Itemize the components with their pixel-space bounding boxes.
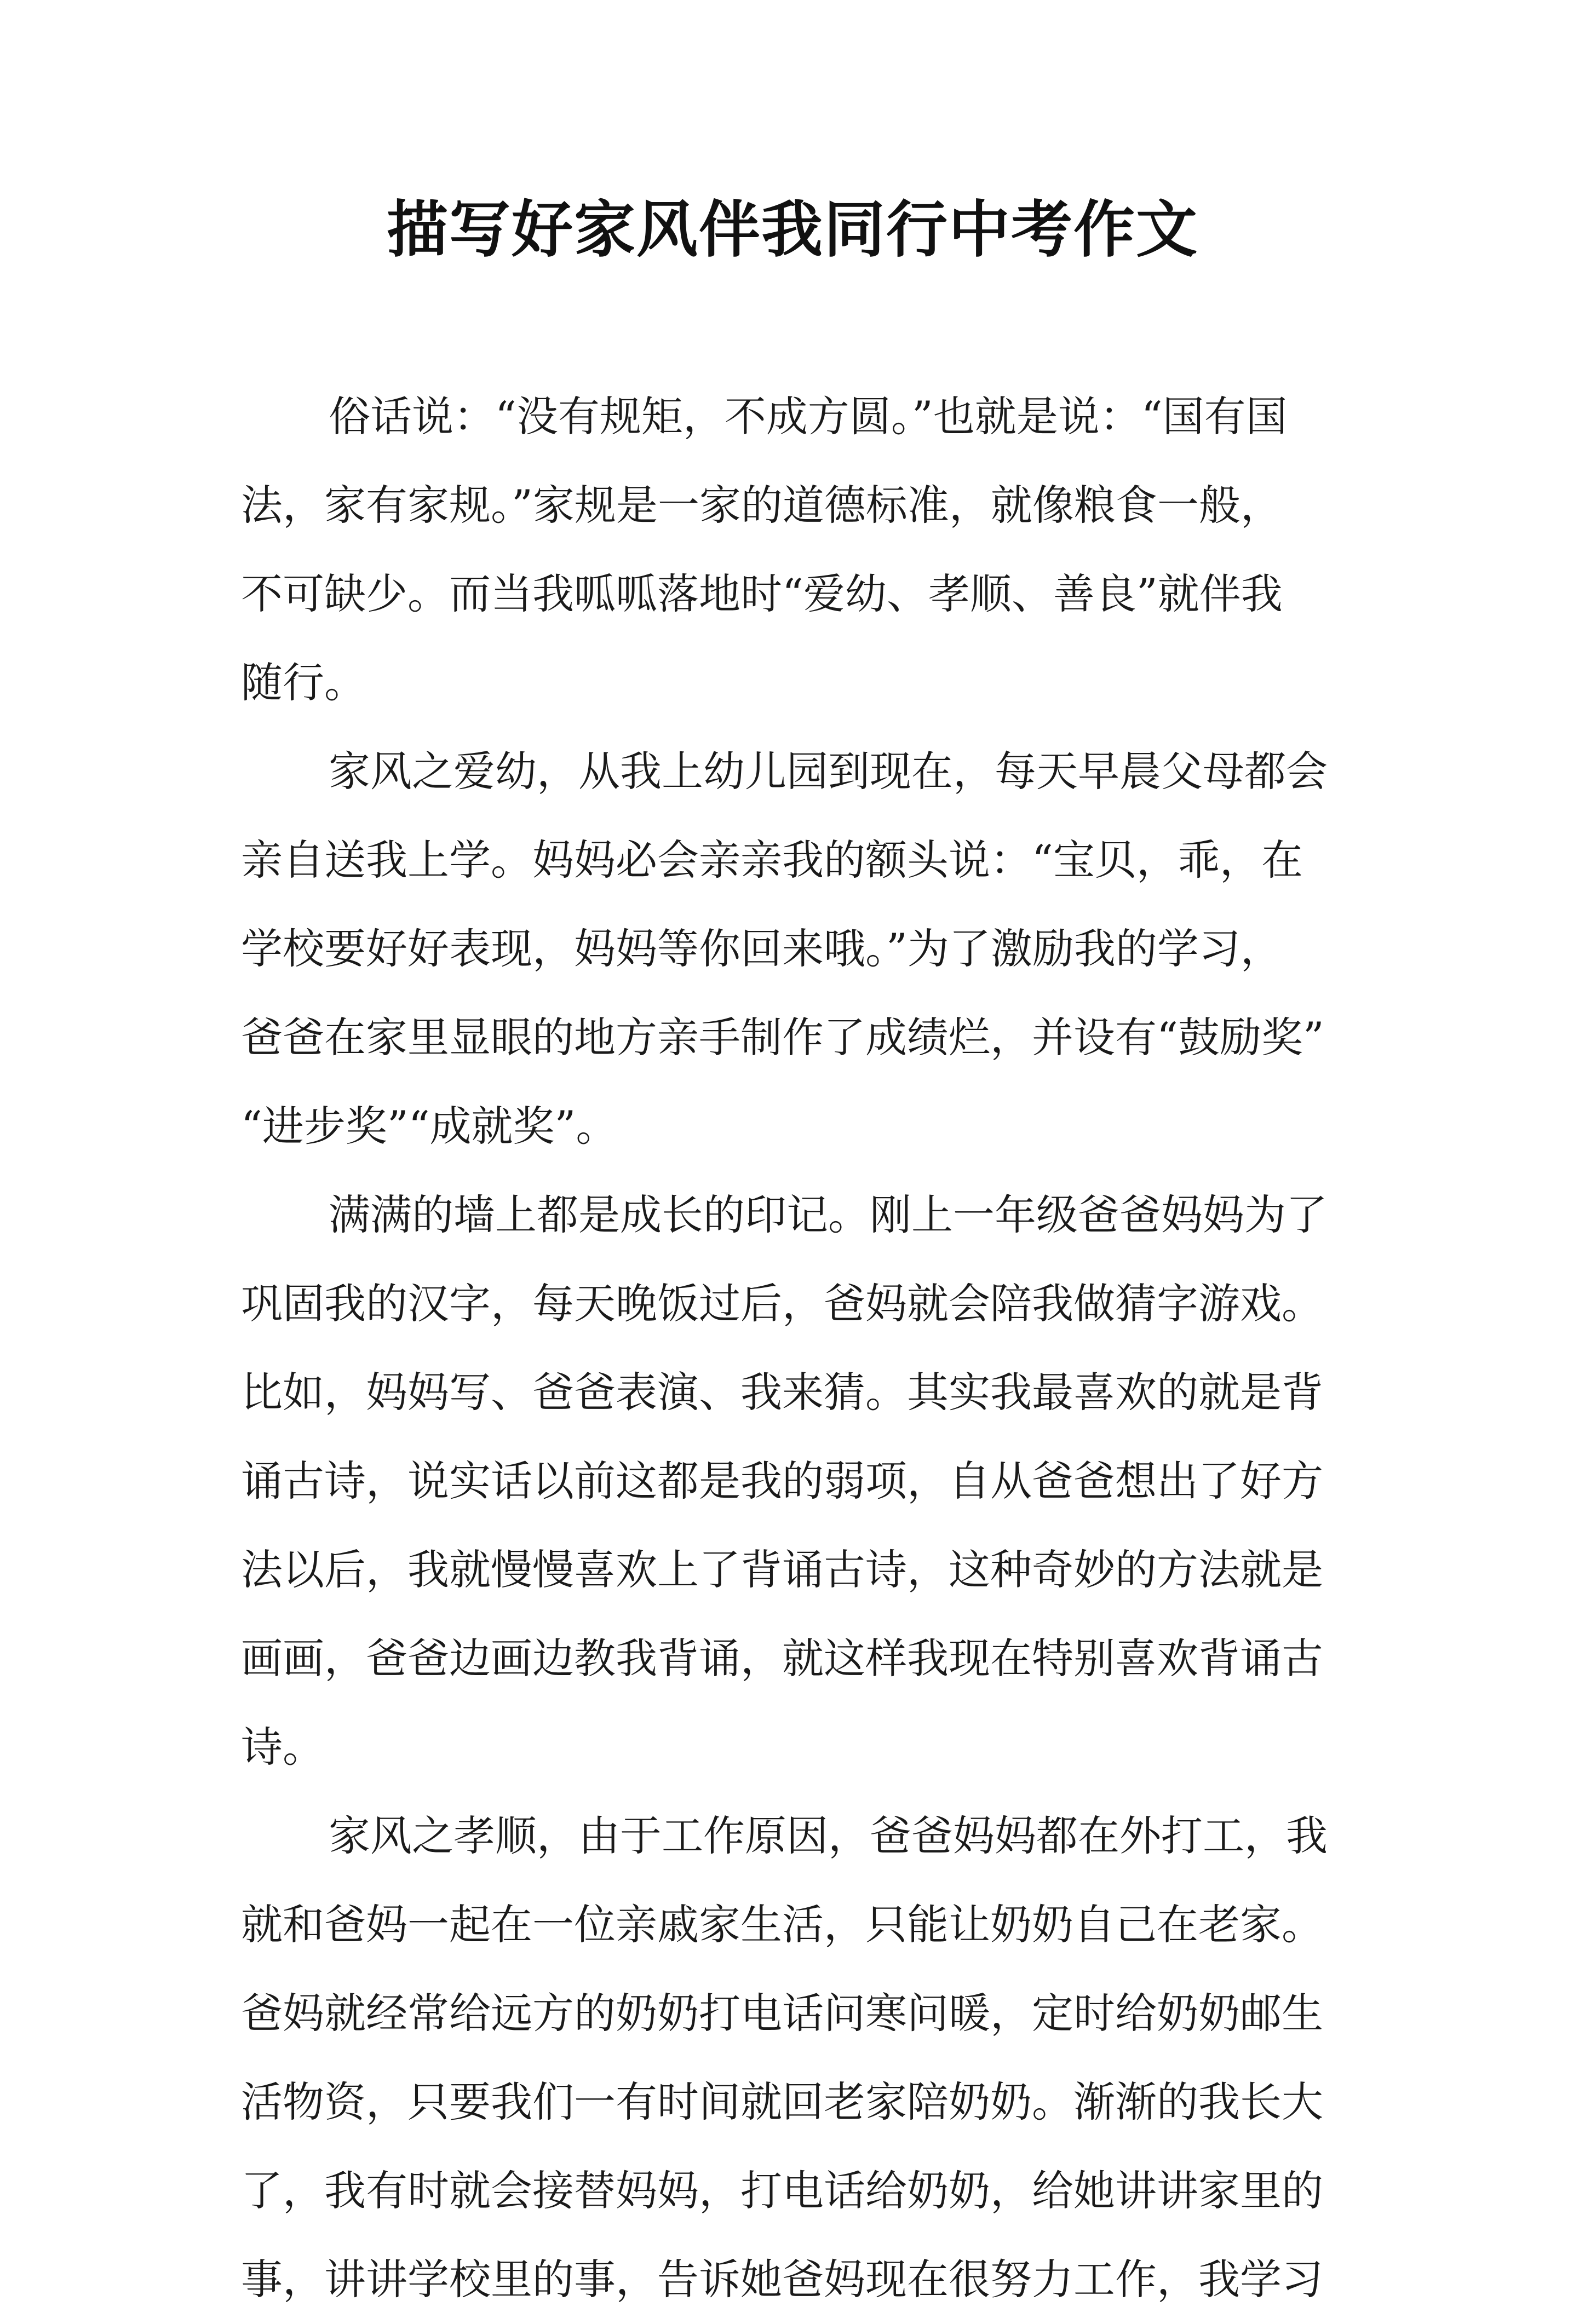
text-line: 俗话说：“没有规矩，不成方圆。”也就是说：“国有国 bbox=[329, 392, 1288, 441]
text-line: 随行。 bbox=[241, 658, 366, 707]
text-line: 不可缺少。而当我呱呱落地时“爱幼、孝顺、善良”就伴我 bbox=[241, 570, 1283, 618]
text-line: 爸爸在家里显眼的地方亲手制作了成绩烂，并设有“鼓励奖” bbox=[241, 1013, 1324, 1062]
document-title: 描写好家风伴我同行中考作文 bbox=[387, 194, 1198, 266]
paragraph bbox=[241, 372, 1336, 727]
text-line: 事，讲讲学校里的事，告诉她爸妈现在很努力工作，我学习 bbox=[241, 2255, 1323, 2304]
text-line: 满满的墙上都是成长的印记。刚上一年级爸爸妈妈为了 bbox=[329, 1190, 1328, 1239]
text-line: 了，我有时就会接替妈妈，打电话给奶奶，给她讲讲家里的 bbox=[241, 2166, 1323, 2215]
paragraph bbox=[241, 1171, 1336, 1792]
document-body bbox=[241, 372, 1336, 2324]
text-line: 比如，妈妈写、爸爸表演、我来猜。其实我最喜欢的就是背 bbox=[241, 1368, 1323, 1417]
text-line: 法以后，我就慢慢喜欢上了背诵古诗，这种奇妙的方法就是 bbox=[241, 1545, 1323, 1594]
text-line: 画画，爸爸边画边教我背诵，就这样我现在特别喜欢背诵古 bbox=[241, 1634, 1323, 1683]
text-line: 亲自送我上学。妈妈必会亲亲我的额头说：“宝贝，乖，在 bbox=[241, 836, 1303, 884]
text-line: 家风之爱幼，从我上幼儿园到现在，每天早晨父母都会 bbox=[329, 747, 1328, 796]
text-line: 巩固我的汉字，每天晚饭过后，爸妈就会陪我做猜字游戏。 bbox=[241, 1279, 1323, 1328]
paragraph bbox=[241, 727, 1336, 1171]
text-line: 活物资，只要我们一有时间就回老家陪奶奶。渐渐的我长大 bbox=[241, 2078, 1323, 2126]
text-line: 爸妈就经常给远方的奶奶打电话问寒问暖，定时给奶奶邮生 bbox=[241, 1989, 1323, 2038]
text-line: 法，家有家规。”家规是一家的道德标准，就像粮食一般， bbox=[241, 481, 1282, 530]
paragraph bbox=[241, 1792, 1336, 2324]
text-line: 家风之孝顺，由于工作原因，爸爸妈妈都在外打工，我 bbox=[329, 1811, 1328, 1860]
text-line: 就和爸妈一起在一位亲戚家生活，只能让奶奶自己在老家。 bbox=[241, 1900, 1323, 1949]
text-line: “进步奖”“成就奖”。 bbox=[241, 1102, 618, 1151]
text-line: 诵古诗，说实话以前这都是我的弱项，自从爸爸想出了好方 bbox=[241, 1457, 1323, 1505]
text-line: 学校要好好表现，妈妈等你回来哦。”为了激励我的学习， bbox=[241, 924, 1282, 973]
text-line: 诗。 bbox=[241, 1723, 324, 1771]
